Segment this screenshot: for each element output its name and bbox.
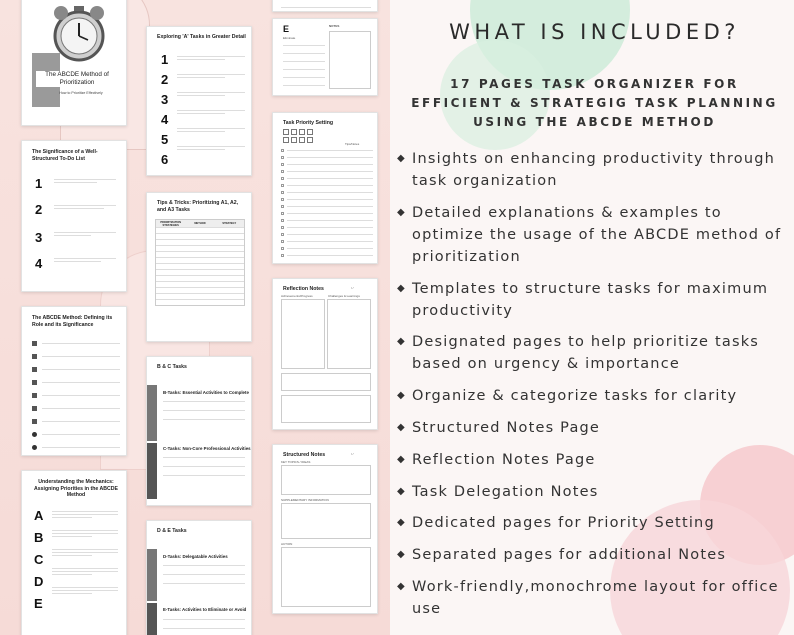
feature-text: Organize & categorize tasks for clarity xyxy=(412,388,738,405)
abcde-method-title: The ABCDE Method: Defining its Role and its Significance xyxy=(32,315,113,328)
feature-item xyxy=(397,576,792,620)
abcde-method-list xyxy=(32,341,120,450)
page-top-partial xyxy=(272,0,378,12)
bc-sidebar-c xyxy=(147,443,157,499)
subheading-line-3: USING THE ABCDE METHOD xyxy=(473,115,716,129)
bc-c-lines xyxy=(163,457,245,484)
mechanics-letter-e: E xyxy=(34,596,43,611)
mechanics-text-lines xyxy=(52,511,118,594)
feature-list xyxy=(397,148,792,630)
bc-title: B & C Tasks xyxy=(157,364,187,370)
de-d-lines xyxy=(163,565,245,584)
feature-text: Work-friendly,monochrome layout for office use xyxy=(412,578,779,617)
diamond-bullet-icon: ◆ xyxy=(397,336,406,348)
de-title: D & E Tasks xyxy=(157,528,187,534)
diamond-bullet-icon: ◆ xyxy=(397,206,406,218)
structured-box-1 xyxy=(281,465,371,495)
cover-subtitle: How to Prioritize Effectively xyxy=(59,91,103,95)
exploring-num-4: 4 xyxy=(161,112,169,127)
feature-item xyxy=(397,481,792,503)
feature-text: Reflection Notes Page xyxy=(412,451,596,468)
page-delegation xyxy=(272,18,378,96)
feature-text: Detailed explanations & examples to optimize the usage of the ABCDE method of prioritization xyxy=(412,204,782,265)
feature-text: Templates to structure tasks for maximum productivity xyxy=(412,280,769,319)
reflection-box-3 xyxy=(281,373,371,391)
structured-title: Structured Notes xyxy=(283,452,326,458)
priority-key-boxes xyxy=(283,129,313,135)
exploring-num-2: 2 xyxy=(161,72,169,87)
feature-item xyxy=(397,278,792,322)
feature-item xyxy=(397,331,792,375)
de-sidebar-d xyxy=(147,549,157,601)
exploring-num-1: 1 xyxy=(161,52,169,67)
page-exploring-a xyxy=(146,26,252,176)
page-abcde-method xyxy=(21,306,127,456)
delegation-label-2: NOTES xyxy=(329,24,340,28)
subheading xyxy=(395,75,794,132)
significance-num-4: 4 xyxy=(35,256,43,271)
page-reflection xyxy=(272,278,378,430)
feature-text: Insights on enhancing productivity through task organization xyxy=(412,151,775,189)
feature-text: Separated pages for additional Notes xyxy=(412,547,727,564)
delegation-letter: E xyxy=(283,24,290,34)
structured-date: / / xyxy=(351,452,354,456)
diamond-bullet-icon: ◆ xyxy=(397,282,406,294)
cover-title: The ABCDE Method of Prioritization xyxy=(36,71,118,87)
mechanics-letter-c: C xyxy=(34,552,44,567)
page-mechanics xyxy=(21,470,127,635)
feature-text: Structured Notes Page xyxy=(412,419,601,436)
feature-text: Task Delegation Notes xyxy=(412,483,599,500)
feature-item xyxy=(397,449,792,471)
feature-item xyxy=(397,544,792,566)
structured-section-2: SUPPLEMENTARY INFORMATION xyxy=(281,498,329,502)
diamond-bullet-icon: ◆ xyxy=(397,580,406,592)
reflection-box-4 xyxy=(281,395,371,423)
feature-text: Dedicated pages for Priority Setting xyxy=(412,515,715,532)
de-sidebar-e xyxy=(147,603,157,635)
delegation-lines xyxy=(283,45,325,86)
page-structured xyxy=(272,444,378,614)
page-bc-tasks xyxy=(146,356,252,506)
diamond-bullet-icon: ◆ xyxy=(397,390,406,402)
feature-item xyxy=(397,202,792,268)
tips-header-3: STRATEGY xyxy=(222,222,237,225)
structured-box-2 xyxy=(281,503,371,539)
feature-text: Designated pages to help prioritize tasks based on urgency & importance xyxy=(412,334,760,373)
reflection-title: Reflection Notes xyxy=(283,286,324,292)
feature-item xyxy=(397,417,792,439)
diamond-bullet-icon: ◆ xyxy=(397,153,406,164)
delegation-notes-box xyxy=(329,31,371,89)
de-d-heading: D-Tasks: Delegatable Activities xyxy=(163,554,228,559)
feature-item xyxy=(397,148,792,192)
page-significance xyxy=(21,140,127,292)
tips-header-2: METHOD xyxy=(194,222,206,225)
bc-sidebar-b xyxy=(147,385,157,441)
feature-item xyxy=(397,385,792,407)
significance-num-2: 2 xyxy=(35,202,43,217)
structured-box-3 xyxy=(281,547,371,607)
reflection-box-2 xyxy=(327,299,371,369)
feature-item xyxy=(397,512,792,534)
diamond-bullet-icon: ◆ xyxy=(397,453,406,465)
reflection-col-2: Challenges & Learnings xyxy=(328,294,360,298)
diamond-bullet-icon: ◆ xyxy=(397,421,406,433)
priority-key-boxes-2 xyxy=(283,137,313,143)
diamond-bullet-icon: ◆ xyxy=(397,549,406,561)
tips-header-1: PRIORITIZATION STRATEGIES xyxy=(160,220,182,227)
page-cover xyxy=(21,0,127,126)
bc-c-heading: C-Tasks: Non-Core Professional Activities xyxy=(163,446,251,451)
subheading-line-1: 17 PAGES TASK ORGANIZER FOR xyxy=(450,77,739,91)
page-priority xyxy=(272,112,378,264)
tips-title: Tips & Tricks: Prioritizing A1, A2, and A3 Tasks xyxy=(157,200,239,213)
exploring-title: Exploring 'A' Tasks in Greater Detail xyxy=(157,34,246,40)
mechanics-title: Understanding the Mechanics: Assigning Priorities in the ABCDE Method xyxy=(34,479,118,498)
reflection-date: / / xyxy=(351,286,354,290)
priority-title: Task Priority Setting xyxy=(283,120,334,126)
de-e-heading: E-Tasks: Activities to Eliminate or Avoid xyxy=(163,607,247,612)
significance-title: The Significance of a Well-Structured To-Do List xyxy=(32,149,98,162)
structured-section-1: KEY TOPICS / IDEAS xyxy=(281,460,311,464)
de-e-lines xyxy=(163,619,245,629)
page-de-tasks xyxy=(146,520,252,635)
subheading-line-2: EFFICIENT & STRATEGIG TASK PLANNING xyxy=(411,96,778,110)
page-heading: WHAT IS INCLUDED? xyxy=(449,20,740,44)
exploring-num-5: 5 xyxy=(161,132,169,147)
tips-table xyxy=(155,219,245,306)
priority-rows xyxy=(281,149,373,257)
mechanics-letter-a: A xyxy=(34,508,44,523)
exploring-text-lines xyxy=(177,56,245,150)
bc-b-lines xyxy=(163,401,245,428)
reflection-box-1 xyxy=(281,299,325,369)
bc-b-heading: B-Tasks: Essential Activities to Complete xyxy=(163,390,249,395)
priority-col-label: Tips/Notes xyxy=(345,142,360,146)
delegation-label-1: Eliminate xyxy=(283,36,296,40)
reflection-col-1: Achievements/Progress xyxy=(281,294,313,298)
mechanics-letter-d: D xyxy=(34,574,44,589)
diamond-bullet-icon: ◆ xyxy=(397,517,406,529)
significance-num-3: 3 xyxy=(35,230,43,245)
exploring-num-6: 6 xyxy=(161,152,169,167)
significance-text-lines xyxy=(54,179,116,262)
exploring-num-3: 3 xyxy=(161,92,169,107)
mechanics-letter-b: B xyxy=(34,530,44,545)
diamond-bullet-icon: ◆ xyxy=(397,485,406,497)
significance-num-1: 1 xyxy=(35,176,43,191)
page-tips xyxy=(146,192,252,342)
structured-section-3: ACTION xyxy=(281,542,293,546)
